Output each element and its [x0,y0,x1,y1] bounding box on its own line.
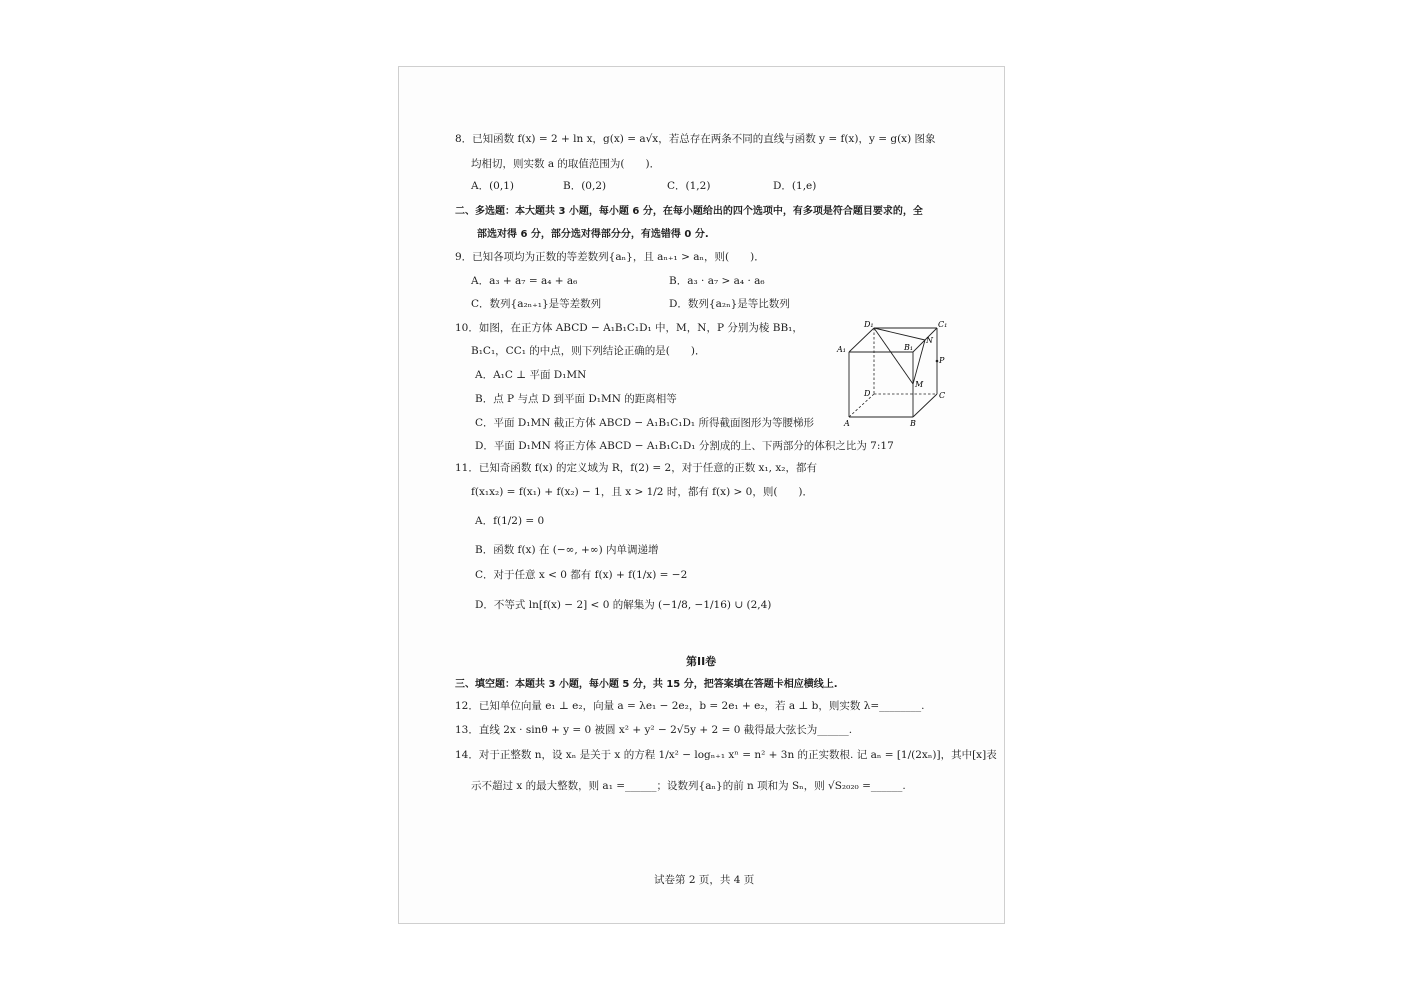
q8-option-a: A．(0,1) [471,180,514,192]
q11-option-b: B．函数 f(x) 在 (−∞, +∞) 内单调递增 [475,544,659,556]
label-A: A [844,419,850,428]
label-N: N [926,336,933,345]
q11-line1: 11．已知奇函数 f(x) 的定义域为 R，f(2) = 2，对于任意的正数 x₁, x₂，都有 [455,462,817,474]
q9-option-d: D．数列{a₂ₙ}是等比数列 [669,298,790,310]
q9-stem: 9．已知各项均为正数的等差数列{aₙ}，且 aₙ₊₁ > aₙ，则( )． [455,251,765,263]
q8-line2: 均相切，则实数 a 的取值范围为( )． [471,158,661,170]
label-C: C [939,391,946,400]
q11-line2: f(x₁x₂) = f(x₁) + f(x₂) − 1，且 x > 1/2 时，都有 f(x) > 0，则( )． [471,486,814,498]
label-M: M [915,380,924,389]
q8-option-d: D．(1,e) [773,180,817,192]
page-footer: 试卷第 2 页，共 4 页 [654,874,755,886]
cube-figure [834,319,954,429]
q11-option-c: C．对于任意 x < 0 都有 f(x) + f(1/x) = −2 [475,569,688,581]
label-A1: A₁ [837,345,846,354]
label-P: P [939,356,945,365]
q10-line2: B₁C₁，CC₁ 的中点，则下列结论正确的是( )． [471,345,706,357]
q11-option-d: D．不等式 ln[f(x) − 2] < 0 的解集为 (−1/8, −1/16) ∪ (2,4) [475,599,772,611]
q12: 12．已知单位向量 e₁ ⊥ e₂，向量 a = λe₁ − 2e₂，b = 2e₁ + e₂，若 a ⊥ b，则实数 λ=________. [455,700,925,712]
section3-heading: 三、填空题：本题共 3 小题，每小题 5 分，共 15 分，把答案填在答题卡相应横线上. [455,679,838,690]
section2-line1: 二、多选题：本大题共 3 小题，每小题 6 分，在每小题给出的四个选项中，有多项是符合题目要求的，全 [455,206,923,217]
q11-option-a: A．f(1/2) = 0 [475,515,545,527]
q8-line1: 8．已知函数 f(x) = 2 + ln x，g(x) = a√x，若总存在两条不同的直线与函数 y = f(x)，y = g(x) 图象 [455,133,936,145]
q9-option-a: A．a₃ + a₇ = a₄ + a₆ [471,275,578,287]
q10-line1: 10．如图，在正方体 ABCD − A₁B₁C₁D₁ 中，M，N，P 分别为棱 BB₁， [455,322,803,334]
q10-option-b: B．点 P 与点 D 到平面 D₁MN 的距离相等 [475,393,677,405]
label-B1: B₁ [904,343,914,352]
label-D: D [864,389,871,398]
q8-option-b: B．(0,2) [563,180,607,192]
exam-page [398,66,1005,924]
q14-line1: 14．对于正整数 n，设 xₙ 是关于 x 的方程 1/x² − logₙ₊₁ xⁿ = n² + 3n 的正实数根. 记 aₙ = [1/(2xₙ)]，其中[x]表 [455,749,997,761]
label-B: B [910,419,916,428]
part2-title: 第II卷 [686,655,717,668]
q10-option-c: C．平面 D₁MN 截正方体 ABCD − A₁B₁C₁D₁ 所得截面图形为等腰梯形 [475,417,814,429]
q8-option-c: C．(1,2) [667,180,711,192]
q13: 13．直线 2x · sinθ + y = 0 被圆 x² + y² − 2√5y + 2 = 0 截得最大弦长为______. [455,724,853,736]
section2-line2: 部选对得 6 分，部分选对得部分分，有选错得 0 分. [477,229,709,240]
q9-option-b: B．a₃ · a₇ > a₄ · a₆ [669,275,765,287]
q10-option-a: A．A₁C ⊥ 平面 D₁MN [475,369,587,381]
q9-option-c: C．数列{a₂ₙ₊₁}是等差数列 [471,298,602,310]
q10-option-d: D．平面 D₁MN 将正方体 ABCD − A₁B₁C₁D₁ 分割成的上、下两部分的体积之比为 7:17 [475,440,894,452]
label-D1: D₁ [864,320,874,329]
label-C1: C₁ [938,320,948,329]
q14-line2: 示不超过 x 的最大整数，则 a₁ =______；设数列{aₙ}的前 n 项和为 Sₙ，则 √S₂₀₂₀ =______. [471,780,906,792]
